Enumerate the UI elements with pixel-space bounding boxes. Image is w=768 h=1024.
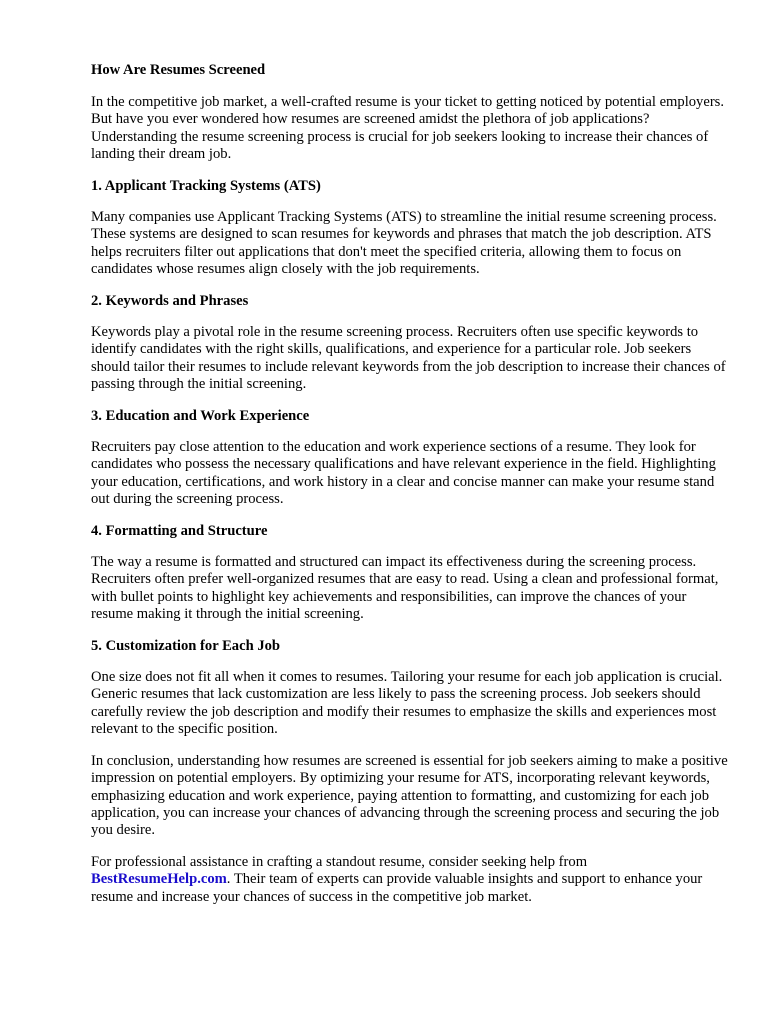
section-body-ats: Many companies use Applicant Tracking Systems (ATS) to streamline the initial resume screening process. These systems are designed to scan resumes for keywords and phrases that match the job description. ATS helps recruiters filter out applications that don't meet the specified criteria, allowing them to focus on candidates whose resumes align closely with the job requirements. bbox=[91, 209, 717, 277]
section-heading-ats: 1. Applicant Tracking Systems (ATS) bbox=[91, 178, 321, 195]
intro-paragraph: In the competitive job market, a well-crafted resume is your ticket to getting noticed by potential employers. But have you ever wondered how resumes are screened amidst the plethora of job applications? Understanding the resume screening process is crucial for job seekers looking to increase their chances of landing their dream job. bbox=[91, 94, 725, 162]
section-heading-customization: 5. Customization for Each Job bbox=[91, 638, 281, 655]
closing-paragraph bbox=[91, 854, 728, 906]
best-resume-help-link[interactable]: BestResumeHelp.com bbox=[91, 871, 227, 888]
section-heading-formatting: 4. Formatting and Structure bbox=[91, 523, 268, 540]
section-body-formatting: The way a resume is formatted and structured can impact its effectiveness during the screening process. Recruiters often prefer well-organized resumes that are easy to read. Using a clean and professional format, with bullet points to highlight key achievements and responsibilities, can improve the chances of your resume making it through the initial screening. bbox=[91, 554, 719, 622]
section-body-customization: One size does not fit all when it comes to resumes. Tailoring your resume for each job application is crucial. Generic resumes that lack customization are less likely to pass the screening process. Job seekers should carefully review the job description and modify their resumes to emphasize the skills and experiences most relevant to the specific position. bbox=[91, 669, 723, 737]
section-body-education: Recruiters pay close attention to the education and work experience sections of a resume. They look for candidates who possess the necessary qualifications and have relevant experience in the field. Highlighting your education, certifications, and work history in a clear and concise manner can make your resume stand out during the screening process. bbox=[91, 439, 716, 507]
document-title: How Are Resumes Screened bbox=[91, 62, 266, 78]
closing-text-before-link: For professional assistance in crafting a standout resume, consider seeking help from bbox=[91, 854, 588, 871]
section-heading-keywords: 2. Keywords and Phrases bbox=[91, 293, 249, 310]
closing-text-after-link: . Their team of experts can provide valuable insights and support to enhance your resume and increase your chances of success in the competitive job market. bbox=[91, 871, 703, 905]
section-body-keywords: Keywords play a pivotal role in the resume screening process. Recruiters often use specific keywords to identify candidates with the right skills, qualifications, and experience for a particular role. Job seekers should tailor their resumes to include relevant keywords from the job description to increase their chances of passing through the initial screening. bbox=[91, 324, 726, 392]
section-heading-education: 3. Education and Work Experience bbox=[91, 408, 310, 425]
conclusion-paragraph: In conclusion, understanding how resumes are screened is essential for job seekers aiming to make a positive impression on potential employers. By optimizing your resume for ATS, incorporating relevant keywords, emphasizing education and work experience, paying attention to formatting, and customizing for each job application, you can increase your chances of advancing through the screening process and securing the job you desire. bbox=[91, 753, 728, 838]
